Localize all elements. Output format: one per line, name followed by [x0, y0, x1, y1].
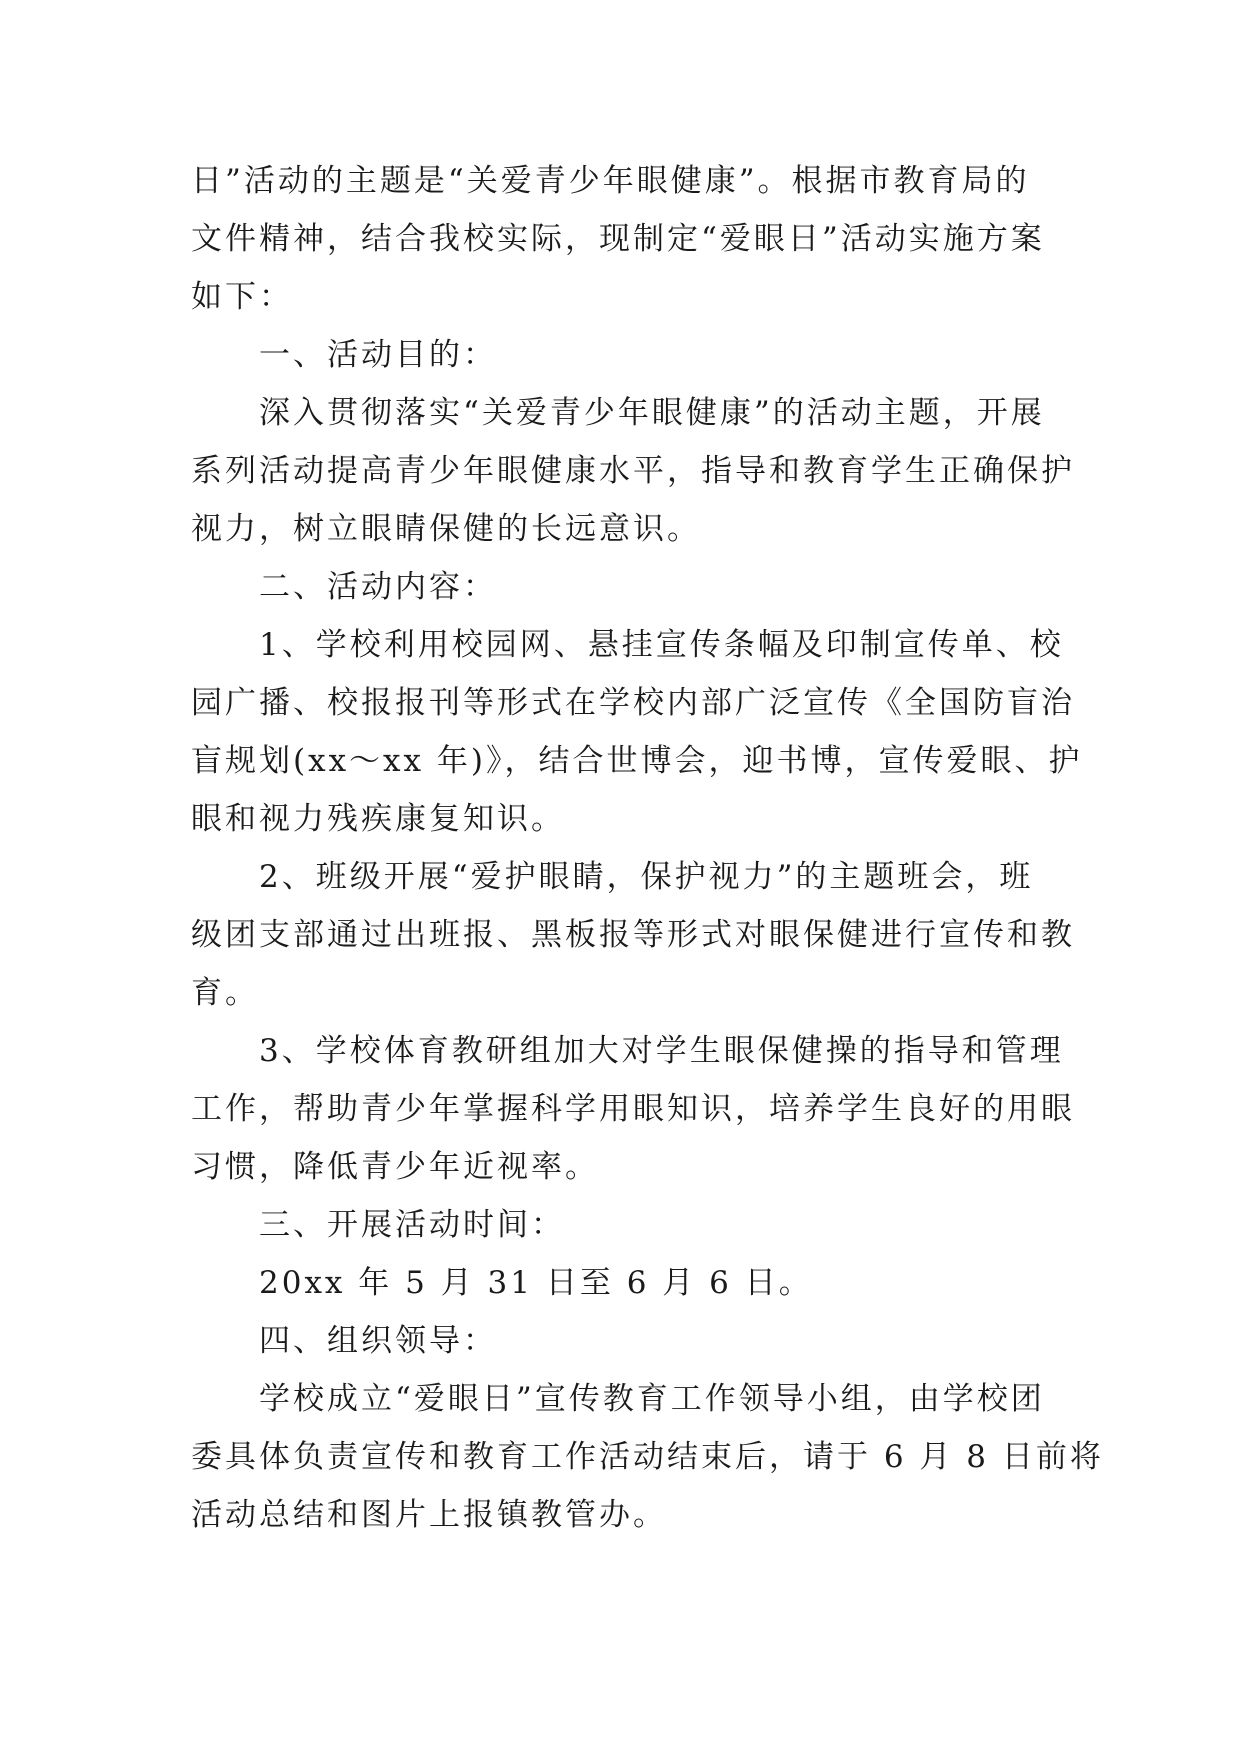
leadership-paragraph — [191, 1370, 1104, 1544]
document-body — [191, 152, 1104, 1544]
section-heading-content — [191, 558, 1055, 616]
text-line: 工作，帮助青少年掌握科学用眼知识，培养学生良好的用眼 — [191, 1091, 1075, 1127]
text-line: 育。 — [191, 975, 259, 1011]
text-line: 视力，树立眼睛保健的长远意识。 — [191, 511, 701, 547]
heading-line: 三、开展活动时间： — [191, 1207, 565, 1243]
time-paragraph — [191, 1254, 1055, 1312]
text-line: 日”活动的主题是“关爱青少年眼健康”。根据市教育局的 — [191, 163, 1030, 199]
text-line: 20xx 年 5 月 31 日至 6 月 6 日。 — [191, 1265, 813, 1301]
text-line: 1、学校利用校园网、悬挂宣传条幅及印制宣传单、校 — [191, 627, 1064, 663]
heading-line: 一、活动目的： — [191, 337, 497, 373]
section-heading-leadership — [191, 1312, 1055, 1370]
text-line: 文件精神，结合我校实际，现制定“爱眼日”活动实施方案 — [191, 221, 1045, 257]
content-item-3 — [191, 1022, 1075, 1196]
text-line: 眼和视力残疾康复知识。 — [191, 801, 565, 837]
purpose-paragraph — [191, 384, 1075, 558]
section-heading-purpose — [191, 326, 1055, 384]
text-line: 3、学校体育教研组加大对学生眼保健操的指导和管理 — [191, 1033, 1064, 1069]
text-line: 2、班级开展“爱护眼睛，保护视力”的主题班会，班 — [191, 859, 1034, 895]
intro-paragraph — [191, 152, 1055, 326]
section-heading-time — [191, 1196, 1055, 1254]
heading-line: 四、组织领导： — [191, 1323, 497, 1359]
content-item-1 — [191, 616, 1083, 848]
text-line: 级团支部通过出班报、黑板报等形式对眼保健进行宣传和教 — [191, 917, 1075, 953]
text-line: 园广播、校报报刊等形式在学校内部广泛宣传《全国防盲治 — [191, 685, 1075, 721]
content-item-2 — [191, 848, 1075, 1022]
heading-line: 二、活动内容： — [191, 569, 497, 605]
text-line: 学校成立“爱眼日”宣传教育工作领导小组，由学校团 — [191, 1381, 1045, 1417]
text-line: 如下： — [191, 279, 293, 315]
text-line: 盲规划(xx～xx 年)》，结合世博会，迎书博，宣传爱眼、护 — [191, 743, 1083, 779]
text-line: 深入贯彻落实“关爱青少年眼健康”的活动主题，开展 — [191, 395, 1045, 431]
text-line: 习惯，降低青少年近视率。 — [191, 1149, 599, 1185]
text-line: 系列活动提高青少年眼健康水平，指导和教育学生正确保护 — [191, 453, 1075, 489]
text-line: 委具体负责宣传和教育工作活动结束后，请于 6 月 8 日前将 — [191, 1439, 1104, 1475]
text-line: 活动总结和图片上报镇教管办。 — [191, 1497, 667, 1533]
